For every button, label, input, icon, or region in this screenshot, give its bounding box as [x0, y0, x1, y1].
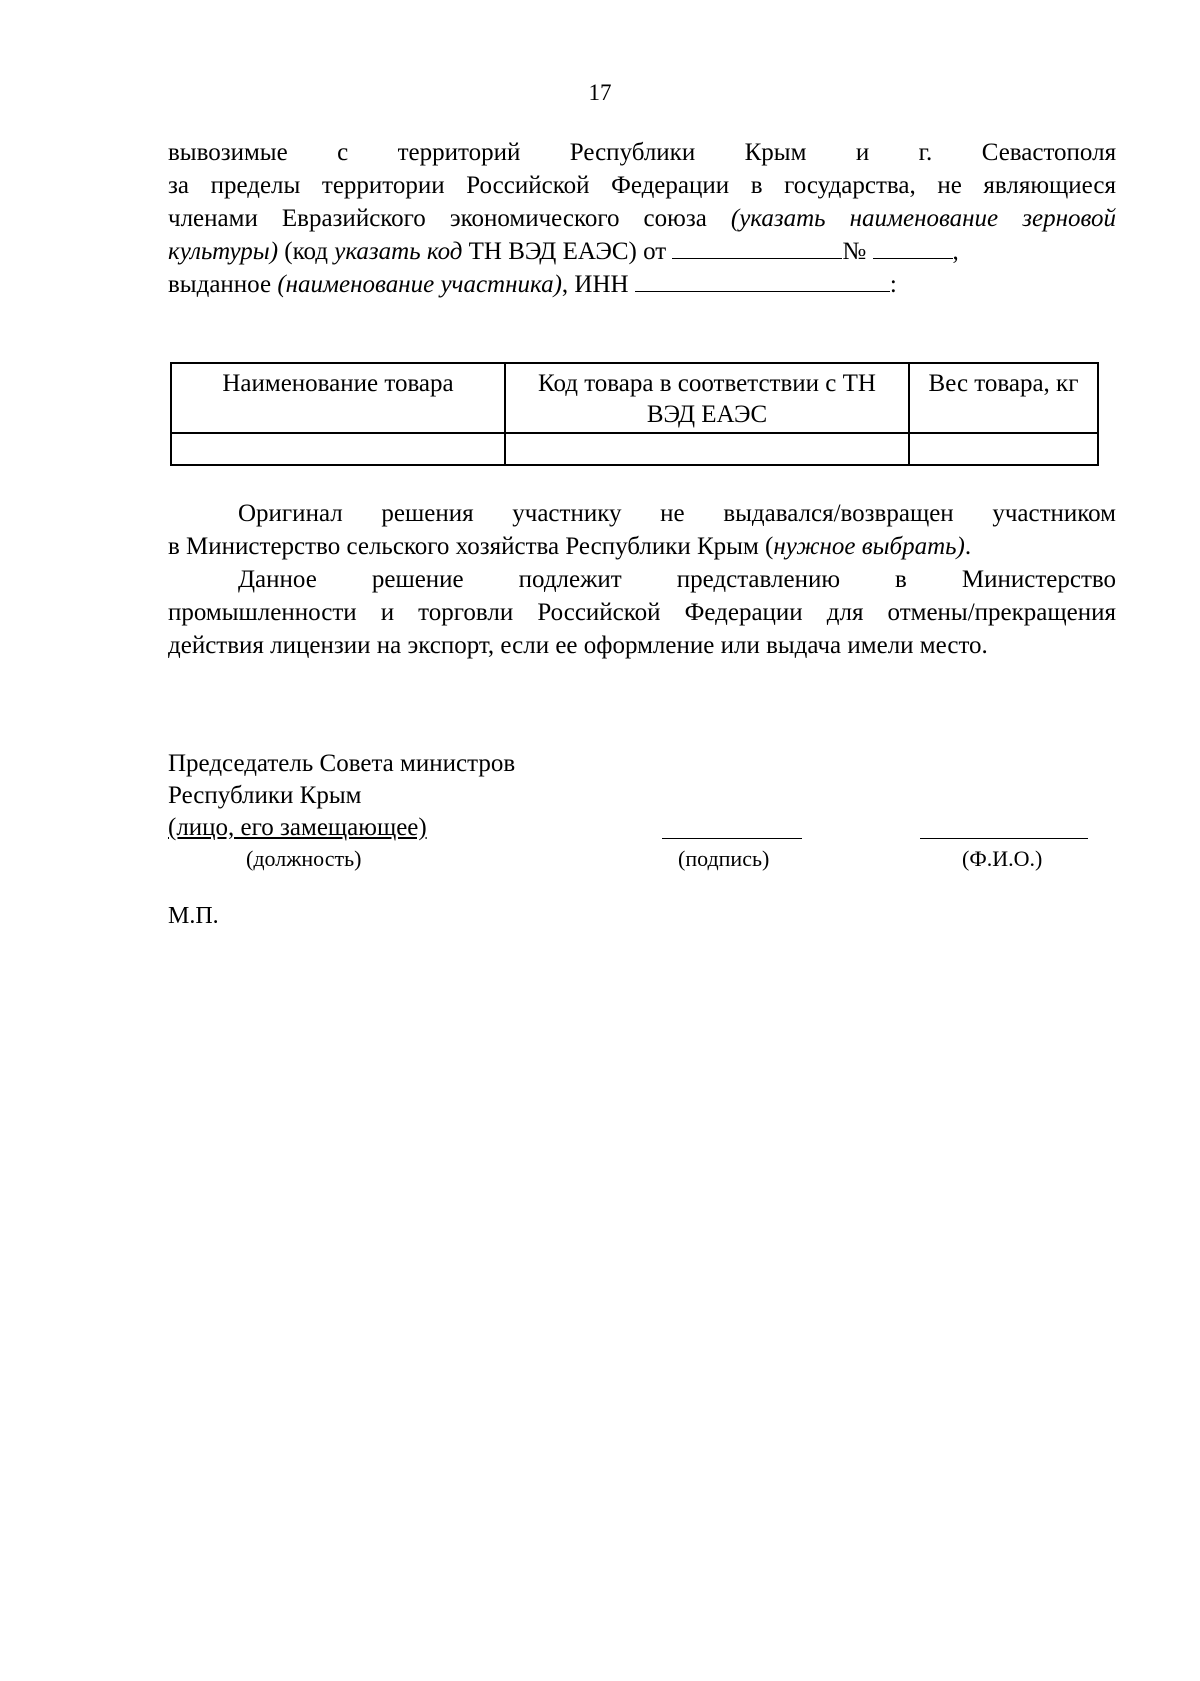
number-blank [873, 236, 953, 259]
paragraph-line: Данное решение подлежит представлению в Министерство [238, 566, 1117, 593]
table-cell [171, 433, 505, 465]
inn-blank [635, 269, 890, 292]
table-row [171, 433, 1098, 465]
table-header-row [171, 363, 1098, 433]
header-goods-code: Код товара в соответствии с ТН ВЭД ЕАЭС [505, 363, 909, 433]
paragraph-line: действия лицензии на экспорт, если ее оформление или выдача имели место. [168, 632, 988, 659]
signatory-line: Республики Крым [168, 782, 362, 809]
signatory-title [168, 748, 515, 844]
caption-name: (Ф.И.О.) [962, 846, 1043, 871]
table-cell [909, 433, 1098, 465]
page-number: 17 [588, 80, 612, 105]
caption-position: (должность) [246, 846, 362, 871]
date-blank [672, 236, 842, 259]
signatory-line: Председатель Совета министров [168, 750, 516, 777]
paragraph-line: членами Евразийского экономического союза (указать наименование зерновой [168, 205, 1117, 232]
signature-line [662, 838, 802, 839]
header-goods-weight: Вес товара, кг [909, 363, 1098, 433]
paragraph-line: за пределы территории Российской Федерации в государства, не являющиеся [168, 172, 1116, 199]
table-cell [505, 433, 909, 465]
paragraph-line: выданное (наименование участника), ИНН : [168, 271, 897, 298]
paragraph-export-decision [168, 136, 1116, 301]
paragraph-line: Оригинал решения участнику не выдавался/возвращен участником [238, 500, 1116, 527]
goods-table [170, 362, 1099, 466]
paragraph-line: вывозимые с территорий Республики Крым и г. Севастополя [168, 139, 1117, 166]
header-goods-name: Наименование товара [171, 363, 505, 433]
paragraph-original-decision [168, 497, 1116, 662]
signatory-substitute: (лицо, его замещающее) [168, 814, 427, 841]
paragraph-line: промышленности и торговли Российской Федерации для отмены/прекращения [168, 599, 1116, 626]
paragraph-line: культуры) (код указать код ТН ВЭД ЕАЭС) от № , [168, 238, 959, 265]
name-line [920, 838, 1088, 839]
paragraph-line: в Министерство сельского хозяйства Республики Крым (нужное выбрать). [168, 533, 972, 560]
stamp-place: М.П. [168, 903, 219, 929]
caption-signature: (подпись) [678, 846, 770, 871]
